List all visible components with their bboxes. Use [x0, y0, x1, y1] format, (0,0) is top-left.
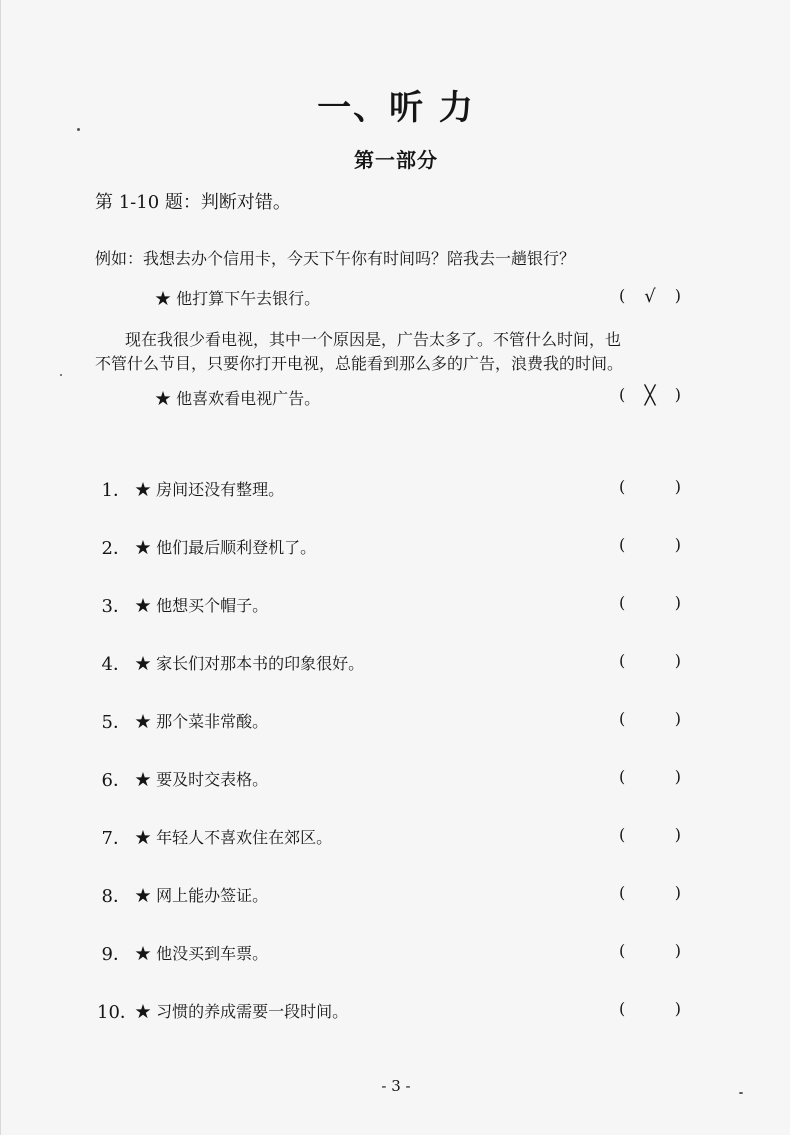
question-statement: ★ 要及时交表格。 [135, 770, 269, 789]
example-2-statement: ★ 他喜欢看电视广告。 [155, 389, 321, 408]
paren-open: ( [619, 709, 626, 728]
question-number: 9． [101, 944, 131, 965]
question-number: 6． [101, 770, 131, 791]
paren-close: ) [674, 535, 681, 554]
example-label: 例如： [95, 249, 144, 268]
paren-close: ) [674, 999, 681, 1018]
paren-open: ( [619, 767, 626, 786]
answer-box[interactable] [619, 709, 681, 731]
example-1-answer-box [619, 286, 681, 308]
paren-close: ) [674, 286, 681, 305]
question-statement: ★ 习惯的养成需要一段时间。 [135, 1002, 349, 1021]
paren-close: ) [674, 883, 681, 902]
answer-box[interactable] [619, 941, 681, 963]
section-title: 一、听 力 [317, 88, 475, 128]
paren-open: ( [619, 825, 626, 844]
example-1-statement: ★ 他打算下午去银行。 [155, 289, 321, 308]
example-1 [95, 246, 575, 269]
paren-open: ( [619, 883, 626, 902]
cross-mark: ╳ [644, 385, 656, 406]
print-speck [77, 128, 80, 131]
question-number: 4． [101, 654, 131, 675]
question-statement: ★ 房间还没有整理。 [135, 480, 285, 499]
example-2-passage-line2: 不管什么节目，只要你打开电视，总能看到那么多的广告，浪费我的时间。 [95, 354, 624, 373]
question-statement: ★ 他们最后顺利登机了。 [135, 538, 317, 557]
answer-box[interactable] [619, 825, 681, 847]
answer-box[interactable] [619, 651, 681, 673]
question-statement: ★ 他想买个帽子。 [135, 596, 269, 615]
paren-open: ( [619, 999, 626, 1018]
paren-close: ) [674, 651, 681, 670]
question-number: 1． [101, 480, 131, 501]
part-title: 第一部分 [354, 148, 438, 172]
paren-close: ) [674, 477, 681, 496]
paren-close: ) [674, 709, 681, 728]
check-mark: √ [644, 286, 656, 307]
print-speck [739, 1092, 743, 1094]
paren-close: ) [674, 385, 681, 404]
question-number: 7． [101, 828, 131, 849]
paren-open: ( [619, 941, 626, 960]
example-text: 我想去办个信用卡，今天下午你有时间吗？陪我去一趟银行？ [143, 249, 576, 268]
question-number: 10． [97, 1002, 138, 1023]
paren-open: ( [619, 477, 626, 496]
question-statement: ★ 网上能办签证。 [135, 886, 269, 905]
question-number: 8． [101, 886, 131, 907]
paren-open: ( [619, 385, 626, 404]
example-2-passage-line1: 现在我很少看电视，其中一个原因是，广告太多了。不管什么时间，也 [125, 330, 622, 349]
answer-box[interactable] [619, 477, 681, 499]
question-number: 2． [101, 538, 131, 559]
example-2-answer-box [619, 385, 681, 407]
answer-box[interactable] [619, 535, 681, 557]
answer-box[interactable] [619, 767, 681, 789]
paren-open: ( [619, 286, 626, 305]
instruction: 第 1-10 题：判断对错。 [95, 192, 291, 213]
print-speck [60, 374, 62, 376]
question-number: 5． [101, 712, 131, 733]
answer-box[interactable] [619, 999, 681, 1021]
answer-box[interactable] [619, 883, 681, 905]
question-statement: ★ 年轻人不喜欢住在郊区。 [135, 828, 333, 847]
question-number: 3． [101, 596, 131, 617]
question-statement: ★ 那个菜非常酸。 [135, 712, 269, 731]
paren-close: ) [674, 825, 681, 844]
question-statement: ★ 他没买到车票。 [135, 944, 269, 963]
paren-close: ) [674, 767, 681, 786]
answer-box[interactable] [619, 593, 681, 615]
page-number: - 3 - [381, 1077, 411, 1095]
paren-open: ( [619, 593, 626, 612]
paren-open: ( [619, 651, 626, 670]
paren-close: ) [674, 941, 681, 960]
paren-close: ) [674, 593, 681, 612]
paren-open: ( [619, 535, 626, 554]
question-statement: ★ 家长们对那本书的印象很好。 [135, 654, 365, 673]
